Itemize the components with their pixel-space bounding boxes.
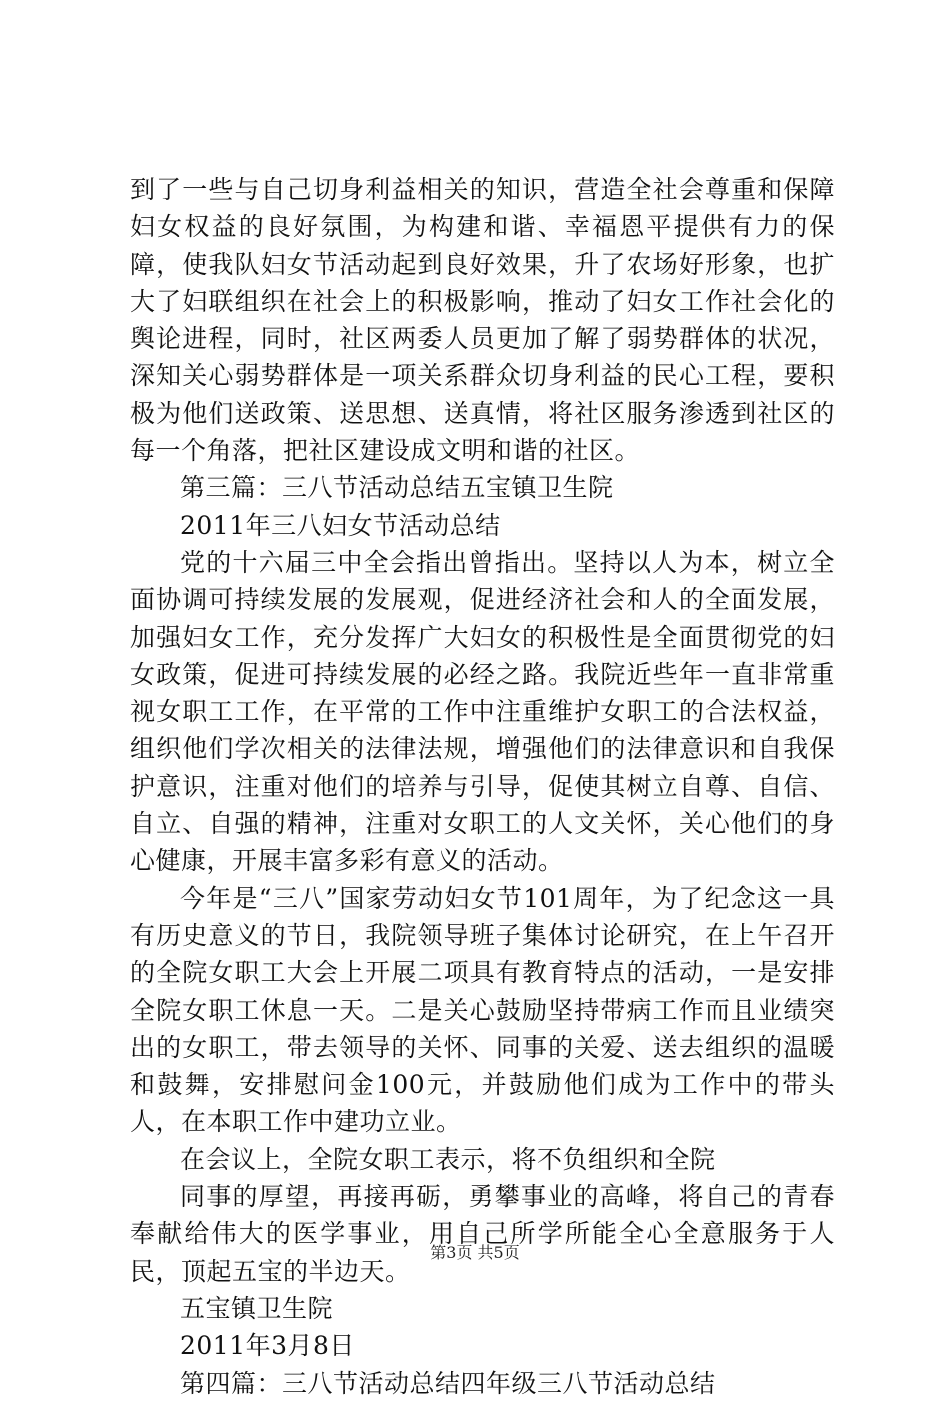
paragraph-4: 在会议上，全院女职工表示，将不负组织和全院 — [180, 1144, 716, 1174]
paragraph-5: 同事的厚望，再接再砺，勇攀事业的高峰，将自己的青春奉献给伟大的医学事业，用自己所学所能全心全意服务于人民，顶起五宝的半边天。 — [130, 1182, 835, 1286]
signature-org: 五宝镇卫生院 — [180, 1293, 334, 1323]
paragraph-1: 到了一些与自己切身利益相关的知识，营造全社会尊重和保障妇女权益的良好氛围，为构建和谐、幸福恩平提供有力的保障，使我队妇女节活动起到良好效果，升了农场好形象，也扩大了妇联组织在社会上的积极影响，推动了妇女工作社会化的舆论进程，同时，社区两委人员更加了解了弱势群体的状况，深知关心弱势群体是一项关系群众切身利益的民心工程，要积极为他们送政策、送思想、送真情，将社区服务渗透到社区的每一个角落，把社区建设成文明和谐的社区。 — [130, 175, 835, 466]
page-number: 第3页 共5页 — [430, 1243, 520, 1262]
paragraph-2: 党的十六届三中全会指出曾指出。坚持以人为本，树立全面协调可持续发展的发展观，促进经济社会和人的全面发展，加强妇女工作，充分发挥广大妇女的积极性是全面贯彻党的妇女政策，促进可持续发展的必经之路。我院近些年一直非常重视女职工工作，在平常的工作中注重维护女职工的合法权益，组织他们学次相关的法律法规，增强他们的法律意识和自我保护意识，注重对他们的培养与引导，促使其树立自尊、自信、自立、自强的精神，注重对女职工的人文关怀，关心他们的身心健康，开展丰富多彩有意义的活动。 — [130, 547, 835, 876]
signature-date: 2011年3月8日 — [180, 1331, 355, 1361]
section-heading-3: 第三篇：三八节活动总结五宝镇卫生院 — [180, 473, 614, 503]
article-title: 2011年三八妇女节活动总结 — [180, 510, 501, 540]
section-heading-4: 第四篇：三八节活动总结四年级三八节活动总结 — [180, 1368, 716, 1398]
paragraph-3: 今年是“三八”国家劳动妇女节101周年，为了纪念这一具有历史意义的节日，我院领导班子集体讨论研究，在上午召开的全院女职工大会上开展二项具有教育特点的活动，一是安排全院女职工休息一天。二是关心鼓励坚持带病工作而且业绩突出的女职工，带去领导的关怀、同事的关爱、送去组织的温暖和鼓舞，安排慰问金100元，并鼓励他们成为工作中的带头人，在本职工作中建功立业。 — [130, 883, 835, 1137]
document-body — [130, 171, 835, 1402]
